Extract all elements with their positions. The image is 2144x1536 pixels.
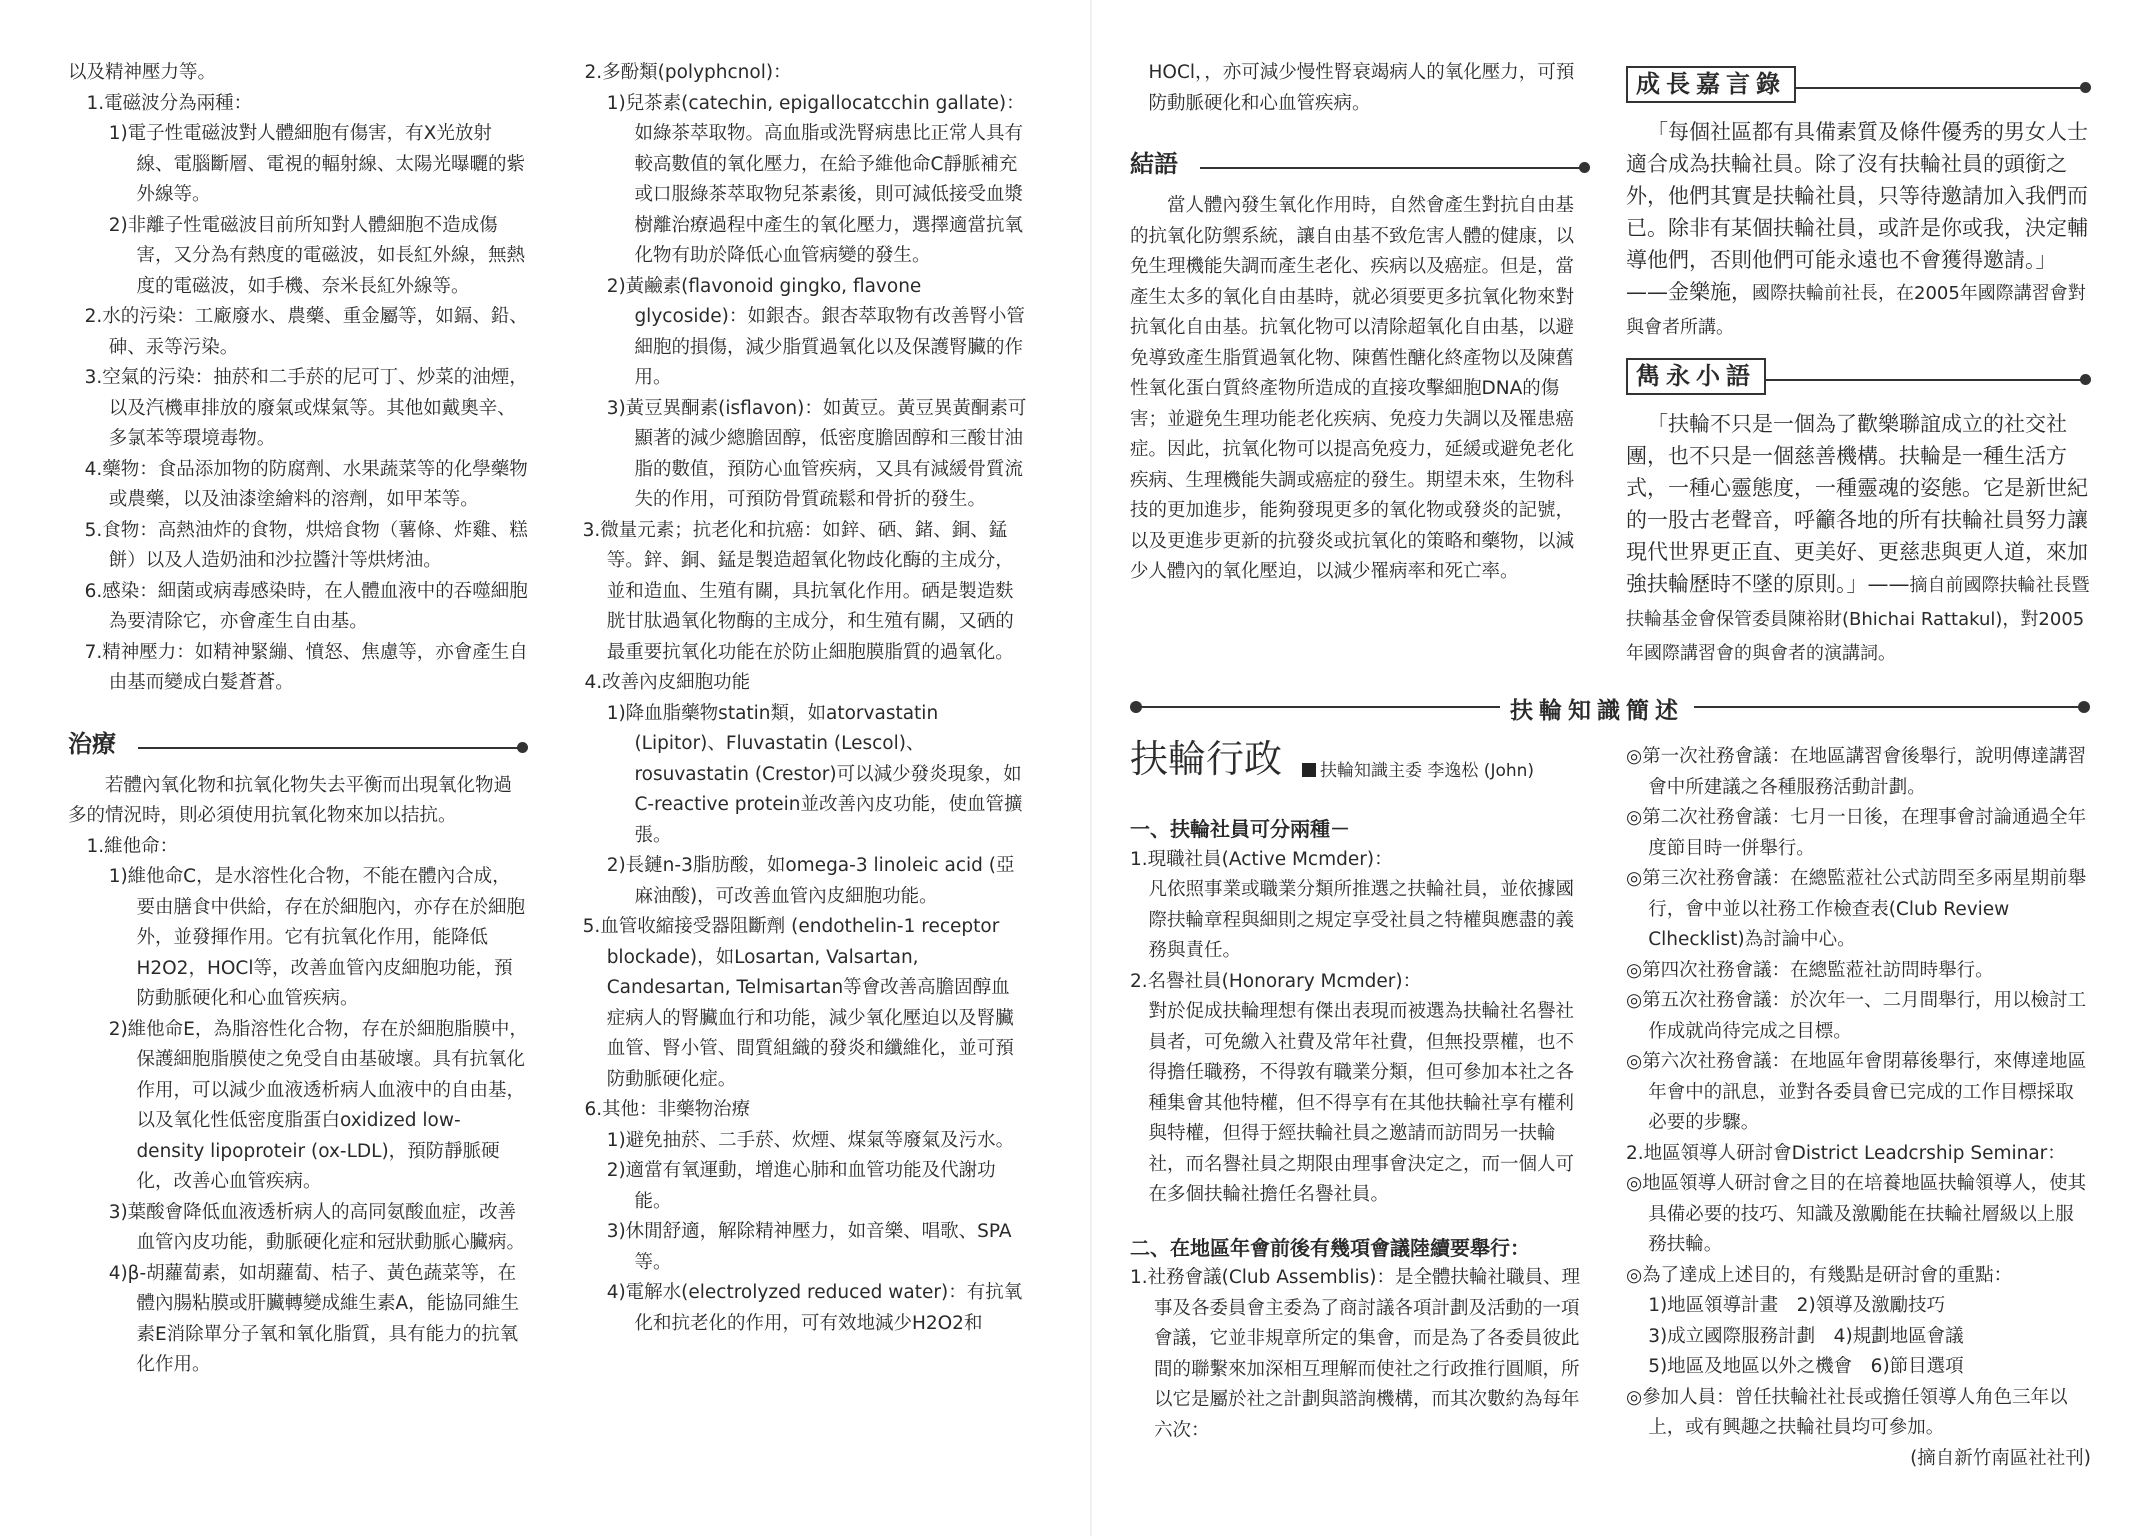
bullet-dot-icon	[2080, 82, 2091, 93]
bullet-dot-icon	[1130, 701, 1142, 713]
paragraph: 以及精神壓力等。	[68, 62, 217, 83]
column-4	[1626, 60, 2091, 670]
list-item: ◎地區領導人研討會之目的在培養地區扶輪領導人，使其具備必要的技巧、知識及激勵能在扶輪社層級以上服務扶輪。	[1626, 1173, 2087, 1255]
divider	[1796, 87, 2081, 89]
byline-text: 扶輪知識主委 李逸松 (John)	[1320, 761, 1535, 781]
list-item: 3)葉酸會降低血液透析病人的高同氨酸血症，改善血管內皮功能，動脈硬化症和冠狀動脈心臟病。	[108, 1201, 525, 1253]
list-item: 1.社務會議(Club Assemblis)：是全體扶輪社職員、理事及各委員會主委為了商討議各項計劃及活動的一項會議，它並非規章所定的集會，而是為了各委員彼此間的聯繫來加深相互理解而使社之行政推行圓順，所以它是屬於社之計劃與諮詢機構，而其次數約為每年六次：	[1130, 1267, 1580, 1441]
paragraph: 對於促成扶輪理想有傑出表現而被選為扶輪社名譽社員者，可免繳入社費及常年社費，但無投票權，也不得擔任職務，不得敦有職業分類，但可參加本社之各種集會其他特權，但不得享有在其他扶輪社享有權利與特權，但得于經扶輪社員之邀請而訪問另一扶輪社，而名譽社員之期限由理事會決定之，而一個人可在多個扶輪社擔任名譽社員。	[1148, 1001, 1575, 1205]
article-header	[1130, 737, 1590, 800]
source-note: (摘自新竹南區社社刊)	[1910, 1447, 2091, 1469]
quote-body: 「扶輪不只是一個為了歡樂聯誼成立的社交社團，也不只是一個慈善機構。扶輪是一種生活方式，一種心靈態度，一種靈魂的姿態。它是新世紀的一股古老聲音，呼籲各地的所有扶輪社員努力讓現代世界更正直、更美好、更慈悲與更人道，來加強扶輪歷時不墜的原則。」——	[1626, 412, 2088, 596]
divider	[1200, 167, 1584, 169]
quote-text	[1626, 116, 2091, 344]
list-item: 3)成立國際服務計劃 4)規劃地區會議	[1648, 1325, 1964, 1347]
list-item: 5.血管收縮接受器阻斷劑 (endothelin-1 receptor blockade)，如Losartan, Valsartan, Candesartan, Telmisartan等會改善高膽固醇血症病人的腎臟血行和功能，減少氧化壓迫以及腎臟血管、腎小管、間質組織的發炎和纖維化，並可預防動脈硬化症。	[582, 916, 1014, 1090]
paragraph: 若體內氧化物和抗氧化物失去平衡而出現氧化物過多的情況時，則必須使用抗氧化物來加以拮抗。	[68, 774, 513, 826]
quote-box-heading	[1626, 358, 2091, 402]
bullet-dot-icon	[1579, 162, 1590, 173]
list-item: 4.改善內皮細胞功能	[584, 672, 751, 693]
paragraph: HOCl，，亦可減少慢性腎衰竭病人的氧化壓力，可預防動脈硬化和心血管疾病。	[1148, 62, 1575, 114]
list-item: 2)非離子性電磁波目前所知對人體細胞不造成傷害，又分為有熱度的電磁波，如長紅外線，無熱度的電磁波，如手機、奈米長紅外線等。	[108, 214, 525, 297]
list-item: 2.名譽社員(Honorary Mcmder)：	[1130, 970, 1422, 992]
article-byline	[1302, 756, 1534, 787]
list-item: 2)維他命E，為脂溶性化合物，存在於細胞脂膜中，保護細胞脂膜使之免受自由基破壞。具有抗氧化作用，可以減少血液透析病人血液中的自由基，以及氧化性低密度脂蛋白oxidized low-density lipoproteir (ox-LDL)，預防靜脈硬化，改善心血管疾病。	[108, 1018, 528, 1192]
box-title: 雋永小語	[1626, 358, 1766, 395]
list-item: 2.地區領導人研討會District Leadcrship Seminar：	[1626, 1142, 2066, 1164]
column-1	[68, 58, 528, 1381]
list-item: 1)電子性電磁波對人體細胞有傷害，有X光放射線、電腦斷層、電視的輻射線、太陽光曝曬的紫外線等。	[108, 123, 525, 205]
list-item: 4)β-胡蘿蔔素，如胡蘿蔔、桔子、黃色蔬菜等，在體內腸粘膜或肝臟轉變成維生素A，能協同維生素E消除單分子氧和氧化脂質，具有能力的抗氧化作用。	[108, 1262, 520, 1375]
list-item: 1)地區領導計畫 2)領導及激勵技巧	[1648, 1295, 1946, 1316]
quote-text	[1626, 408, 2091, 670]
quote-source: 摘自前國際扶輪社長暨扶輪基金會保管委員陳裕財(Bhichai Rattakul)，對2005年國際講習會的與會者的演講詞。	[1626, 575, 2090, 664]
list-item: 3)休閒舒適，解除精神壓力，如音樂、唱歌、SPA等。	[606, 1221, 1012, 1273]
list-item: 5.食物：高熱油炸的食物，烘焙食物（薯條、炸雞、糕餅）以及人造奶油和沙拉醬汁等烘烤油。	[84, 519, 528, 571]
column-4-lower	[1626, 742, 2091, 1474]
list-item: 6.感染：細菌或病毒感染時，在人體血液中的吞噬細胞為要清除它，亦會產生自由基。	[84, 580, 528, 632]
quote-source: 國際扶輪前社長，在2005年國際講習會對與會者所講。	[1626, 283, 2086, 338]
square-bullet-icon	[1302, 763, 1316, 777]
column-3	[1130, 58, 1590, 588]
list-item: 1)降血脂藥物statin類，如atorvastatin (Lipitor)、Fluvastatin (Lescol)、rosuvastatin (Crestor)可以減少發炎現象，如C-reactive protein並改善內皮功能，使血管擴張。	[606, 702, 1023, 846]
bullet-dot-icon	[2080, 374, 2091, 385]
section-title: 結語	[1130, 149, 1186, 180]
paragraph: 當人體內發生氧化作用時，自然會產生對抗自由基的抗氧化防禦系統，讓自由基不致危害人體的健康，以免生理機能失調而產生老化、疾病以及癌症。但是，當產生太多的氧化自由基時，就必須要更多抗氧化物來對抗氧化自由基。抗氧化物可以清除超氧化自由基，以避免導致產生脂質過氧化物、陳舊性醣化終產物以及陳舊性氧化蛋白質終產物所造成的直接攻擊細胞DNA的傷害；並避免生理功能老化疾病、免疫力失調以及罹患癌症。因此，抗氧化物可以提高免疫力，延緩或避免老化疾病、生理機能失調或癌症的發生。期望未來，生物科技的更加進步，能夠發現更多的氧化物或發炎的記號，以及更進步更新的抗發炎或抗氧化的策略和藥物，以減少人體內的氧化壓迫，以減少罹病率和死亡率。	[1130, 195, 1575, 582]
list-item: ◎第五次社務會議：於次年一、二月間舉行，用以檢討工作成就尚待完成之目標。	[1626, 990, 2087, 1042]
list-item: 4.藥物：食品添加物的防腐劑、水果蔬菜等的化學藥物或農藥，以及油漆塗繪料的溶劑，如甲苯等。	[84, 458, 528, 510]
list-item: 2.多酚類(polyphcnol)：	[584, 62, 792, 83]
column-2	[566, 58, 1028, 1339]
divider	[1766, 379, 2081, 381]
list-item: ◎第二次社務會議：七月一日後，在理事會討論通過全年度節目時一併舉行。	[1626, 807, 2087, 859]
bullet-dot-icon	[517, 742, 528, 753]
list-item: 7.精神壓力：如精神緊繃、憤怒、焦慮等，亦會產生自由基而變成白髮蒼蒼。	[84, 641, 528, 693]
section-heading-conclusion	[1130, 147, 1590, 187]
list-item: ◎第一次社務會議：在地區講習會後舉行，說明傳達講習會中所建議之各種服務活動計劃。	[1626, 746, 2087, 798]
article-title: 扶輪行政	[1130, 737, 1283, 781]
list-item: 2)黃鹼素(flavonoid gingko, flavone glycoside)：如銀杏。銀杏萃取物有改善腎小管細胞的損傷，減少脂質過氧化以及保護腎臟的作用。	[606, 275, 1025, 388]
paragraph: 凡依照事業或職業分類所推選之扶輪社員，並依據國際扶輪章程與細則之規定享受社員之特權與應盡的義務與責任。	[1148, 879, 1575, 961]
rotary-knowledge-banner	[1130, 692, 2090, 722]
list-item: 2.水的污染：工廠廢水、農藥、重金屬等，如鎘、鉛、砷、汞等污染。	[84, 306, 528, 358]
list-item: 2)長鏈n-3脂肪酸，如omega-3 linoleic acid (亞麻油酸)，可改善血管內皮細胞功能。	[606, 855, 1015, 907]
list-item: 1)避免抽菸、二手菸、炊煙、煤氣等廢氣及污水。	[606, 1129, 1015, 1151]
divider	[138, 747, 522, 749]
list-item: 1.現職社員(Active Mcmder)：	[1130, 848, 1393, 870]
list-item: ◎為了達成上述目的，有幾點是研討會的重點：	[1626, 1264, 2013, 1286]
list-item: 3.空氣的污染：抽菸和二手菸的尼可丁、炒菜的油煙，以及汽機車排放的廢氣或煤氣等。其他如戴奧辛、多氯苯等環境毒物。	[84, 367, 528, 449]
list-item: ◎參加人員：曾任扶輪社社長或擔任領導人角色三年以上，或有興趣之扶輪社員均可參加。	[1626, 1386, 2068, 1438]
subheading: 一、扶輪社員可分兩種－	[1130, 817, 1350, 841]
list-item: 6.其他：非藥物治療	[584, 1099, 751, 1120]
article-rotary-administration	[1130, 737, 1590, 1446]
bullet-dot-icon	[2078, 701, 2090, 713]
quote-box-heading	[1626, 66, 2091, 110]
list-item: 1)兒茶素(catechin, epigallocatcchin gallate)：如綠茶萃取物。高血脂或洗腎病患比正常人具有較高數值的氧化壓力，在給予維他命C靜脈補充或口服綠茶萃取物兒茶素後，則可減低接受血漿樹離治療過程中產生的氧化壓力，選擇適當抗氧化物有助於降低心血管病變的發生。	[606, 92, 1025, 266]
quote-body: 「每個社區都有具備素質及條件優秀的男女人士適合成為扶輪社員。除了沒有扶輪社員的頭銜之外，他們其實是扶輪社員，只等待邀請加入我們而已。除非有某個扶輪社員，或許是你或我，決定輔導他們，否則他們可能永遠也不會獲得邀請。」——金樂施，	[1626, 120, 2088, 304]
list-item: ◎第六次社務會議：在地區年會閉幕後舉行，來傳達地區年會中的訊息，並對各委員會已完成的工作目標採取必要的步驟。	[1626, 1051, 2087, 1133]
list-item: 4)電解水(electrolyzed reduced water)：有抗氧化和抗老化的作用，可有效地減少H2O2和	[606, 1282, 1023, 1334]
list-item: 3.微量元素；抗老化和抗癌：如鋅、硒、鍺、銅、錳等。鋅、銅、錳是製造超氧化物歧化酶的主成分，並和造血、生殖有關，具抗氧化作用。硒是製造麩胱甘肽過氧化物酶的主成分，和生殖有關，又硒的最重要抗氧化功能在於防止細胞膜脂質的過氧化。	[582, 519, 1014, 663]
subheading: 二、在地區年會前後有幾項會議陸續要舉行：	[1130, 1235, 1530, 1260]
list-item: 5)地區及地區以外之機會 6)節目選項	[1648, 1356, 1964, 1377]
box-title: 成長嘉言錄	[1626, 66, 1796, 103]
list-item: ◎第四次社務會議：在總監蒞社訪問時舉行。	[1626, 959, 1994, 981]
banner-title: 扶輪知識簡述	[1500, 692, 1694, 725]
list-item: 1)維他命C，是水溶性化合物，不能在體內合成，要由膳食中供給，存在於細胞內，亦存在於細胞外，並發揮作用。它有抗氧化作用，能降低H2O2，HOCl等，改善血管內皮細胞功能，預防動脈硬化和心血管疾病。	[108, 866, 525, 1009]
list-item: 1.電磁波分為兩種：	[86, 92, 253, 114]
page-fold	[1090, 0, 1092, 1536]
list-item: 3)黃豆異酮素(isflavon)：如黃豆。黃豆異黃酮素可顯著的減少總膽固醇，低密度膽固醇和三酸甘油脂的數值，預防心血管疾病，又具有減緩骨質流失的作用，可預防骨質疏鬆和骨折的發生。	[606, 397, 1027, 510]
list-item: 2)適當有氧運動，增進心肺和血管功能及代謝功能。	[606, 1160, 996, 1212]
section-title: 治療	[68, 729, 124, 760]
list-item: 1.維他命：	[86, 835, 179, 857]
section-heading-treatment	[68, 727, 528, 767]
list-item: ◎第三次社務會議：在總監蒞社公式訪問至多兩星期前舉行，會中並以社務工作檢查表(Club Review Clhecklist)為討論中心。	[1626, 868, 2087, 950]
